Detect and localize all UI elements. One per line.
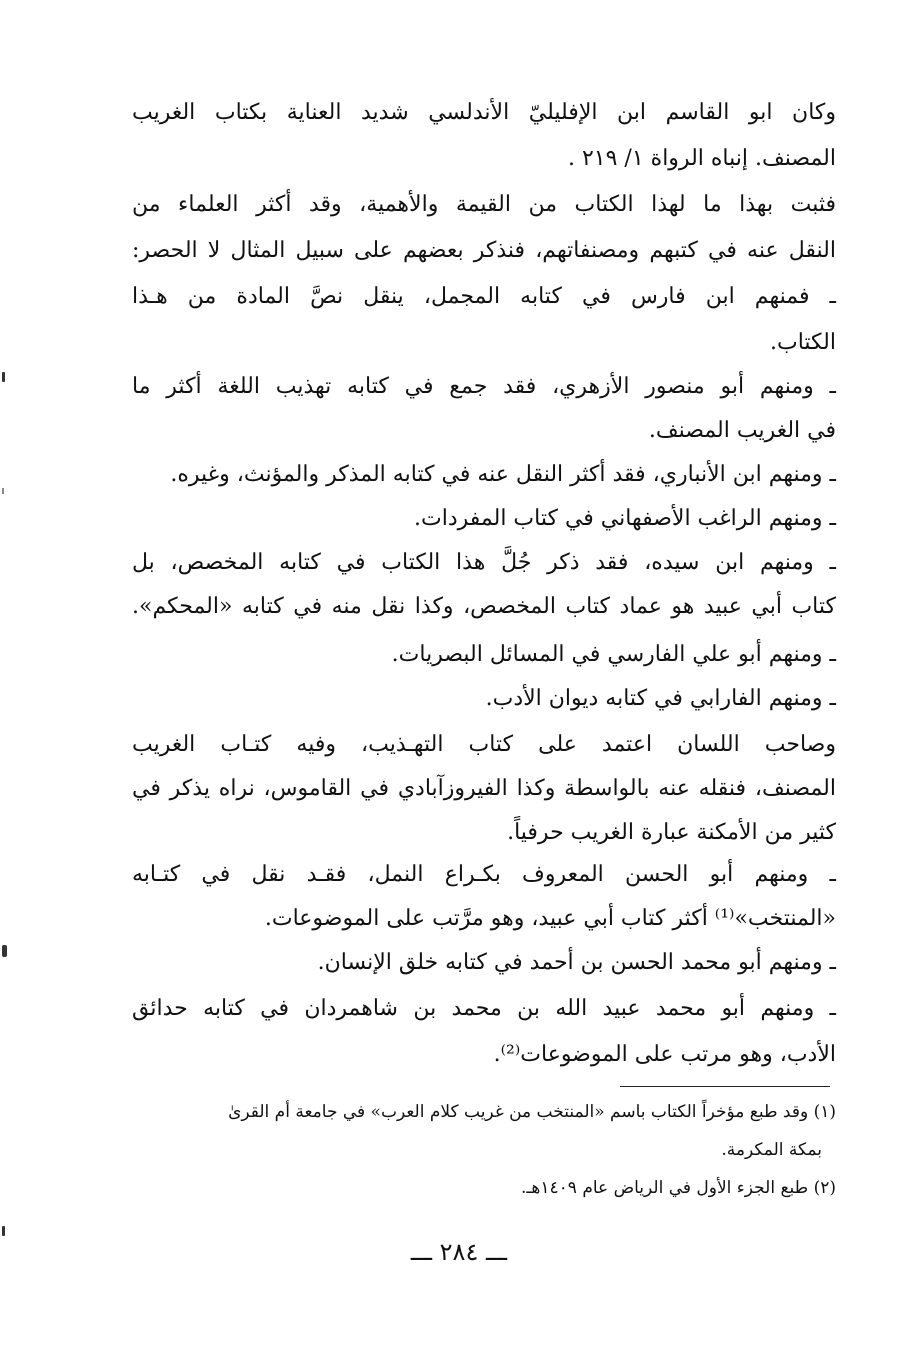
body-line-18: ـ ومنهم أبو الحسن المعروف بكـراع النمل، فقـد نقل في كتـابه xyxy=(132,862,836,887)
page-number: ـــ ٢٨٤ ـــ xyxy=(410,1238,508,1266)
body-line-10: ـ ومنهم الراغب الأصفهاني في كتاب المفردات. xyxy=(414,506,836,531)
body-line-20: ـ ومنهم أبو محمد الحسن بن أحمد في كتابه خلق الإنسان. xyxy=(317,950,836,975)
footnotes xyxy=(132,0,836,1220)
body-line-8: في الغريب المصنف. xyxy=(648,418,836,443)
scan-margin-mark xyxy=(2,1226,5,1236)
body-line-11: ـ ومنهم ابن سيده، فقد ذكر جُلَّ هذا الكتاب في كتابه المخصص، بل xyxy=(132,550,836,575)
footnote-1-line-2: بمكة المكرمة. xyxy=(721,1140,822,1160)
body-line-3: فثبت بهذا ما لهذا الكتاب من القيمة والأهمية، وقد أكثر العلماء من xyxy=(132,192,836,217)
body-line-7: ـ ومنهم أبو منصور الأزهري، فقد جمع في كتابه تهذيب اللغة أكثر ما xyxy=(132,374,836,399)
body-line-4: النقل عنه في كتبهم ومصنفاتهم، فنذكر بعضهم على سبيل المثال لا الحصر: xyxy=(132,238,836,263)
body-line-17: كثير من الأمكنة عبارة الغريب حرفياً. xyxy=(507,820,836,845)
body-line-19: «المنتخب»⁽¹⁾ أكثر كتاب أبي عبيد، وهو مرَّتب على الموضوعات. xyxy=(264,906,836,931)
body-line-2: المصنف. إنباه الرواة ١/ ٢١٩ . xyxy=(567,146,836,171)
body-line-1: وكان ابو القاسم ابن الإفليليّ الأندلسي شديد العناية بكتاب الغريب xyxy=(132,100,836,125)
body-line-21: ـ ومنهم أبو محمد عبيد الله بن محمد بن شاهمردان في كتابه حدائق xyxy=(132,996,836,1021)
footnote-2: (٢) طبع الجزء الأول في الرياض عام ١٤٠٩هـ. xyxy=(521,1178,836,1198)
body-line-5: ـ فمنهم ابن فارس في كتابه المجمل، ينقل نصَّ المادة من هـذا xyxy=(132,284,836,309)
body-line-15: وصاحب اللسان اعتمد على كتاب التهـذيب، وفيه كتـاب الغريب xyxy=(132,732,836,757)
body-line-6: الكتاب. xyxy=(769,330,836,355)
body-line-22: الأدب، وهو مرتب على الموضوعات⁽²⁾. xyxy=(493,1042,836,1067)
scan-margin-mark xyxy=(2,945,7,957)
body-line-12: كتاب أبي عبيد هو عماد كتاب المخصص، وكذا نقل منه في كتابه «المحكم». xyxy=(132,594,836,619)
scan-margin-mark xyxy=(2,372,5,382)
footnote-1-line-1: (١) وقد طبع مؤخراً الكتاب باسم «المنتخب من غريب كلام العرب» في جامعة أم القرىٰ xyxy=(228,1102,836,1122)
body-line-13: ـ ومنهم أبو علي الفارسي في المسائل البصريات. xyxy=(391,642,836,667)
body-line-14: ـ ومنهم الفارابي في كتابه ديوان الأدب. xyxy=(485,686,836,711)
body-line-9: ـ ومنهم ابن الأنباري، فقد أكثر النقل عنه في كتابه المذكر والمؤنث، وغيره. xyxy=(170,462,836,487)
body-line-16: المصنف، فنقله عنه بالواسطة وكذا الفيروزآبادي في القاموس، نراه يذكر في xyxy=(132,776,836,801)
scan-margin-mark xyxy=(2,488,4,494)
